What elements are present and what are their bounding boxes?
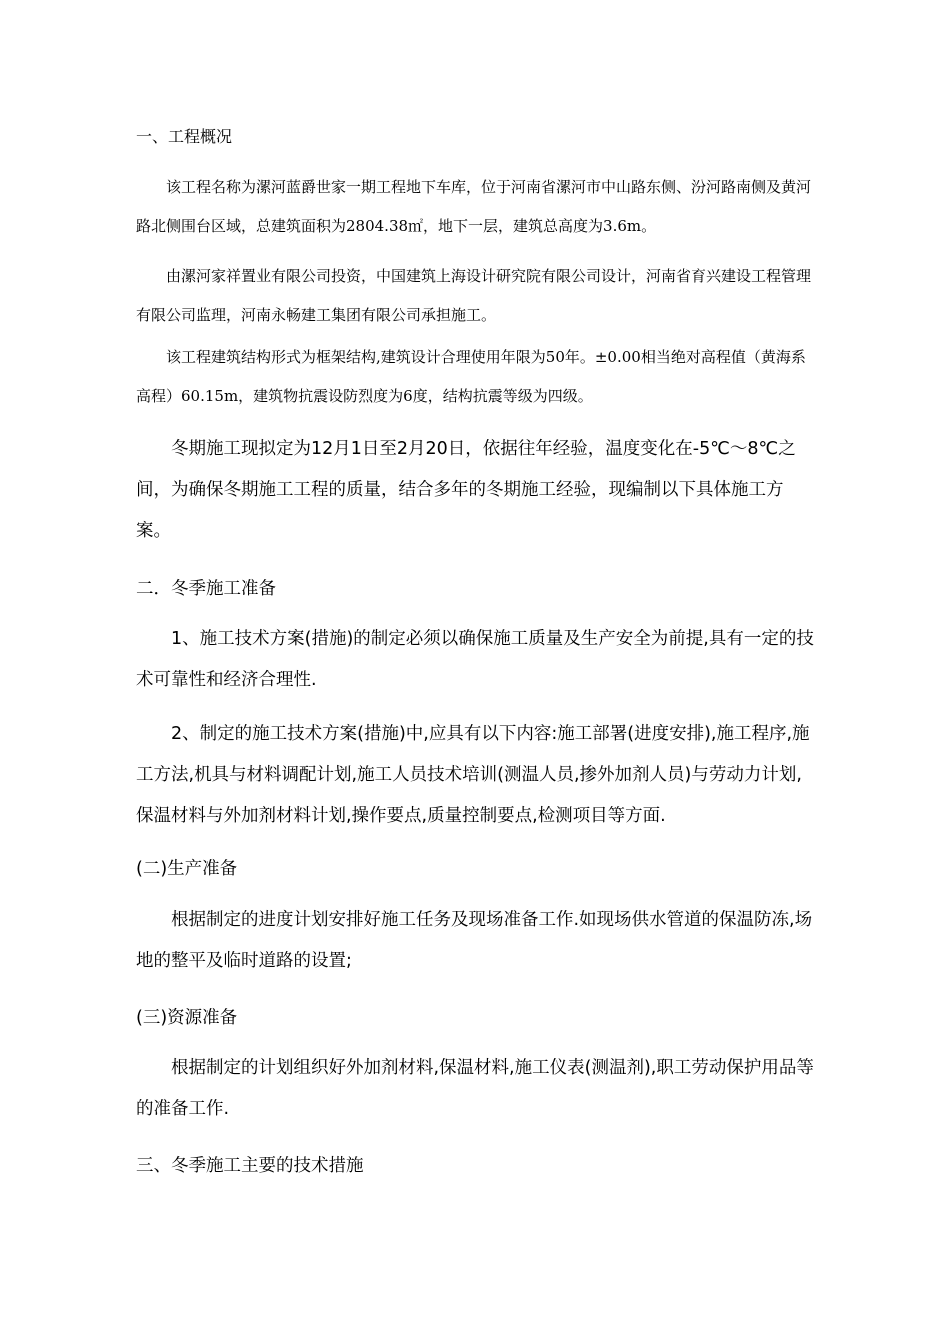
paragraph-resources: 根据制定的计划组织好外加剂材料,保温材料,施工仪表(测温剂),职工劳动保护用品等的准备工作. [136,1058,814,1119]
section-heading-technical-measures: 三、冬季施工主要的技术措施 [136,1156,364,1176]
section-heading-winter-preparation: 二．冬季施工准备 [136,579,276,599]
list-item-technical-plan: 1、施工技术方案(措施)的制定必须以确保施工质量及生产安全为前提,具有一定的技术可靠性和经济合理性. [136,629,814,690]
paragraph-project-name: 该工程名称为漯河蓝爵世家一期工程地下车库，位于河南省漯河市中山路东侧、汾河路南侧及黄河路北侧围台区域，总建筑面积为2804.38㎡，地下一层，建筑总高度为3.6m。 [136,178,812,235]
list-item-plan-contents: 2、制定的施工技术方案(措施)中,应具有以下内容:施工部署(进度安排),施工程序,施工方法,机具与材料调配计划,施工人员技术培训(测温人员,掺外加剂人员)与劳动力计划,保温材料与外加剂材料计划,操作要点,质量控制要点,检测项目等方面. [136,724,810,826]
subsection-heading-resources: (三)资源准备 [136,1008,238,1028]
paragraph-structure: 该工程建筑结构形式为框架结构,建筑设计合理使用年限为50年。±0.00相当绝对高程值（黄海系高程）60.15m，建筑物抗震设防烈度为6度，结构抗震等级为四级。 [136,348,806,405]
paragraph-project-parties: 由漯河家祥置业有限公司投资，中国建筑上海设计研究院有限公司设计，河南省育兴建设工程管理有限公司监理，河南永畅建工集团有限公司承担施工。 [136,267,812,324]
paragraph-winter-schedule: 冬期施工现拟定为12月1日至2月20日，依据往年经验，温度变化在-5℃～8℃之间，为确保冬期施工工程的质量，结合多年的冬期施工经验，现编制以下具体施工方案。 [136,439,796,541]
subsection-heading-production: (二)生产准备 [136,859,238,879]
section-heading-overview: 一、工程概况 [136,127,233,146]
paragraph-production: 根据制定的进度计划安排好施工任务及现场准备工作.如现场供水管道的保温防冻,场地的整平及临时道路的设置; [136,910,813,971]
